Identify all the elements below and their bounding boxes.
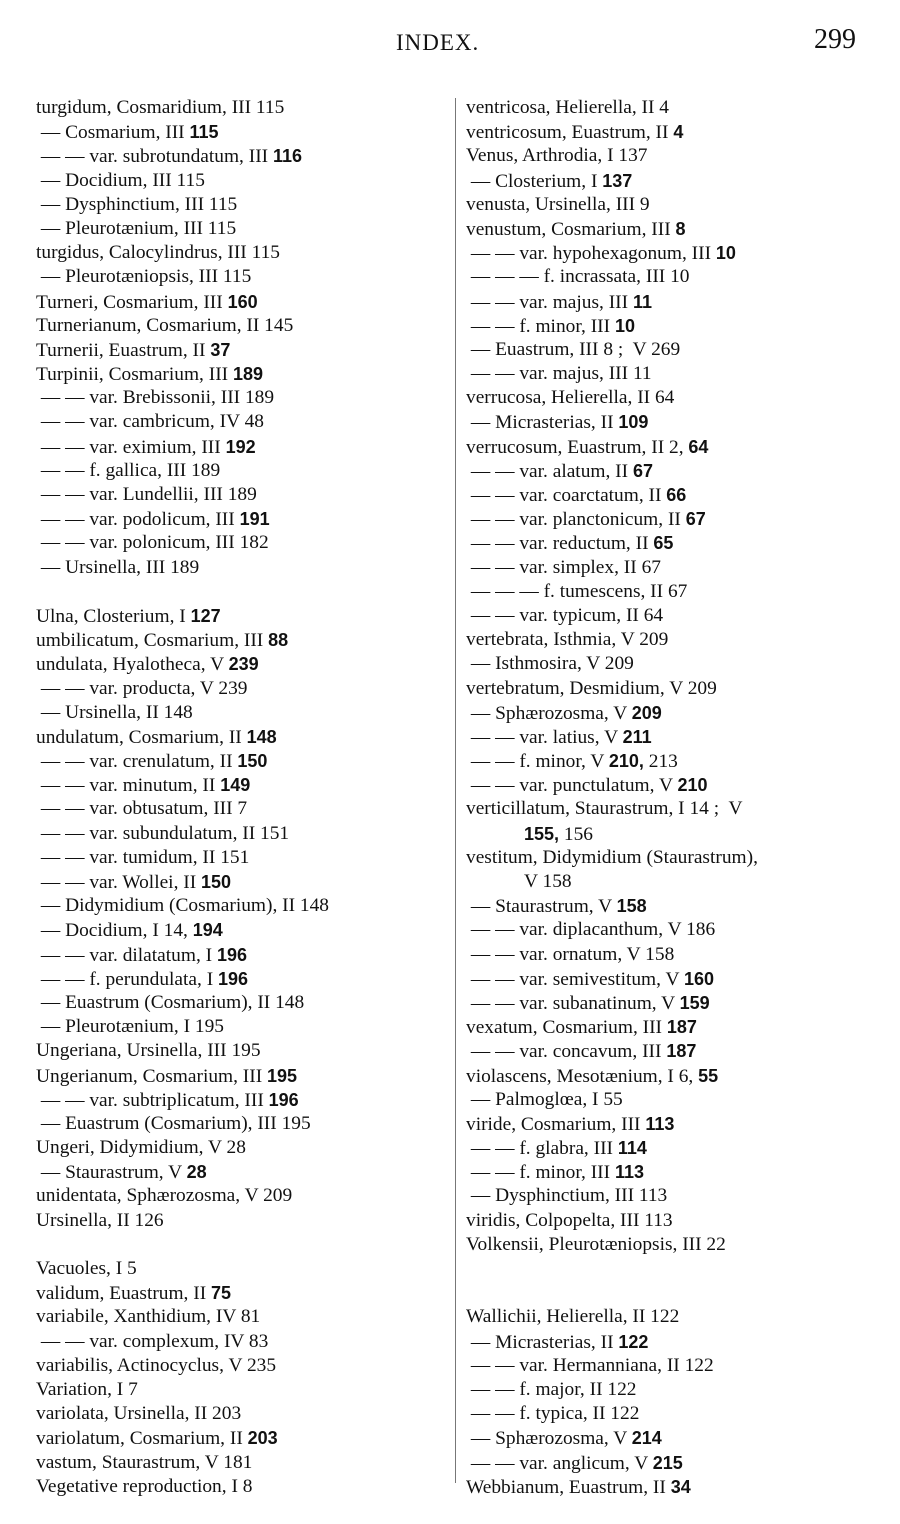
entry-text: unidentata, Sphærozosma, V 209 [36,1185,293,1207]
page-reference-bold: 194 [192,920,223,941]
entry-text: — — var. tumidum, II 151 [36,846,250,868]
entry-text: — — var. complexum, IV 83 [36,1330,269,1352]
page-reference-bold: 66 [666,485,687,505]
entry-text: — — var. Wollei, II [36,872,202,893]
page-reference-bold: 210 [677,775,708,796]
entry-text: — Ursinella, III 189 [36,556,200,578]
page-reference-bold: 8 [675,218,686,239]
index-entry [36,314,446,338]
entry-text: Vegetative reproduction, I 8 [36,1475,253,1497]
index-entry [36,870,446,894]
entry-text: — — var. simplex, II 67 [466,556,661,578]
index-entry [36,531,446,555]
page-reference-bold: 203 [247,1428,278,1449]
entry-text: — — f. major, II 122 [466,1378,637,1400]
page-reference-bold: 114 [617,1138,647,1159]
index-entry [36,991,446,1015]
entry-text: turgidum, Cosmaridium, III 115 [36,97,285,118]
page-reference-bold: 10 [614,315,635,336]
index-entry [466,507,886,531]
entry-text: — — var. planctonicum, II [466,509,686,531]
index-entry [466,1378,886,1402]
entry-text: undulatum, Cosmarium, II [36,726,247,748]
index-entry [466,1064,886,1088]
entry-text: turgidus, Calocylindrus, III 115 [36,242,280,264]
entry-text: — — var. podolicum, III [36,509,240,531]
page-reference-bold: 4 [673,122,684,143]
entry-text: — Isthmosira, V 209 [466,653,634,675]
index-entry [466,217,886,241]
index-entry [36,1160,446,1184]
index-entry [466,580,886,604]
page-reference-bold: 115 [189,122,219,143]
index-entry [36,846,446,870]
index-entry [36,628,446,652]
index-entry [36,386,446,410]
page-reference-bold: 113 [614,1162,644,1183]
index-entry [466,628,886,652]
entry-text: — Euastrum (Cosmarium), II 148 [36,991,305,1013]
index-entry [36,241,446,265]
index-entry [36,967,446,991]
entry-text: variabilis, Actinocyclus, V 235 [36,1354,277,1376]
entry-text: verrucosa, Helierella, II 64 [466,387,675,409]
index-entry [36,1451,446,1475]
index-entry [466,1112,886,1136]
entry-text: violascens, Mesotænium, I 6, [466,1065,699,1087]
index-entry [466,193,886,217]
page-reference-bold: 210, [608,751,644,772]
index-entry [36,1184,446,1208]
page-reference-bold: 196 [216,944,247,965]
index-entry [466,1184,886,1208]
page-reference-bold: 155, [524,823,560,844]
index-column-left [36,96,446,1499]
index-entry [36,943,446,967]
index-entry [36,1112,446,1136]
index-entry [36,822,446,846]
entry-text: — — f. glabra, III [466,1138,618,1160]
entry-text: — — var. punctulatum, V [466,775,678,797]
index-section-gap [466,1281,886,1305]
index-entry [466,1475,886,1499]
page-reference-bold: 122 [618,1331,649,1352]
entry-text: — — var. polonicum, III 182 [36,532,269,554]
page-reference-bold: 137 [602,170,633,191]
index-entry [36,1015,446,1039]
page-reference-bold: 195 [267,1065,298,1086]
entry-text: — — f. typica, II 122 [466,1403,640,1425]
page-reference-bold: 211 [622,726,652,747]
entry-text: vestitum, Didymidium (Staurastrum), [466,846,758,868]
page-reference-bold: 37 [210,339,231,360]
page-reference-bold: 196 [268,1089,299,1110]
index-entry [36,773,446,797]
entry-text: Ungeriana, Ursinella, III 195 [36,1040,261,1062]
entry-text: — — var. subundulatum, II 151 [36,822,290,844]
index-entry [36,217,446,241]
entry-text: — — var. minutum, II [36,775,221,797]
entry-text: Wallichii, Helierella, II 122 [466,1306,680,1328]
page-reference-bold: 239 [228,654,259,675]
index-entry [466,531,886,555]
index-entry [466,386,886,410]
index-entry [466,1209,886,1233]
index-entry [36,435,446,459]
index-entry [36,483,446,507]
index-entry [466,652,886,676]
entry-text: venustum, Cosmarium, III [466,218,676,240]
page-reference-bold: 113 [645,1113,675,1134]
entry-text: — — var. anglicum, V [466,1452,653,1474]
entry-text: — — var. coarctatum, II [466,485,667,506]
index-entry [466,1233,886,1257]
page-reference-bold: 88 [268,630,289,651]
index-entry [466,483,886,507]
entry-text: verrucosum, Euastrum, II 2, [466,436,689,458]
entry-text: — — var. producta, V 239 [36,677,248,699]
index-entry [36,144,446,168]
entry-text: vexatum, Cosmarium, III [466,1017,667,1039]
index-section-gap [466,1257,886,1281]
index-entry [466,241,886,265]
index-section-gap [36,1233,446,1257]
entry-text: — Docidium, III 115 [36,169,205,191]
index-entry [466,967,886,991]
entry-text: — — var. eximium, III [36,436,226,458]
entry-text: Turnerii, Euastrum, II [36,339,211,361]
entry-text: — Euastrum, III 8 ; V 269 [466,338,681,360]
entry-text: validum, Euastrum, II [36,1283,212,1305]
index-entry [36,894,446,918]
index-entry [36,918,446,942]
index-entry [466,362,886,386]
page-reference-bold: 64 [688,436,709,457]
entry-text: — — var. ornatum, V 158 [466,943,675,965]
entry-text: — — var. obtusatum, III 7 [36,798,248,820]
entry-text: — — var. hypohexagonum, III [466,243,716,265]
page-reference-bold: 149 [220,775,251,796]
entry-text: Venus, Arthrodia, I 137 [466,145,648,167]
index-entry [466,1305,886,1329]
entry-text: — Pleurotænium, III 115 [36,217,237,239]
index-entry [466,870,886,894]
index-entry [466,96,886,120]
entry-text: umbilicatum, Cosmarium, III [36,630,269,652]
index-entry [36,1088,446,1112]
index-entry [36,1305,446,1329]
index-entry [36,725,446,749]
page-reference-bold: 148 [246,726,277,747]
page-reference-bold: 160 [683,968,715,989]
index-entry [36,677,446,701]
entry-text: — Closterium, I [466,170,603,192]
entry-text: — Dysphinctium, III 113 [466,1185,668,1207]
entry-text: — — var. subanatinum, V [466,992,680,1014]
index-entry [466,290,886,314]
page-reference-bold: 150 [201,872,232,892]
entry-text: Variation, I 7 [36,1378,138,1400]
entry-text: venusta, Ursinella, III 9 [466,193,650,215]
index-entry [36,1209,446,1233]
index-entry [466,338,886,362]
page-reference-bold: 127 [190,605,221,626]
page-reference-bold: 34 [670,1476,691,1497]
entry-text: ventricosa, Helierella, II 4 [466,97,669,118]
entry-text: — Sphærozosma, V [466,1428,632,1450]
entry-text: variolatum, Cosmarium, II [36,1428,248,1450]
page-reference-bold: 209 [631,702,662,723]
entry-text: — Pleurotænium, I 195 [36,1016,224,1038]
index-entry [466,894,886,918]
index-entry [36,1475,446,1499]
entry-text: — — f. gallica, III 189 [36,459,221,481]
index-entry [466,265,886,289]
page-reference-bold: 65 [653,533,674,554]
index-entry [36,797,446,821]
index-entry [466,991,886,1015]
index-entry [466,556,886,580]
index-entry [36,410,446,434]
page-reference-bold: 214 [631,1428,662,1449]
page-reference-bold: 189 [232,364,264,385]
entry-text: — Dysphinctium, III 115 [36,193,238,215]
index-entry [36,1354,446,1378]
entry-text: — — var. Hermanniana, II 122 [466,1354,714,1376]
page-number: 299 [814,24,856,55]
page-reference-bold: 109 [618,412,649,433]
page-reference-bold: 192 [225,436,256,457]
entry-text: — — — f. incrassata, III 10 [466,266,690,288]
index-entry [466,1451,886,1475]
index-entry [36,459,446,483]
entry-text: — — var. subtriplicatum, III [36,1089,269,1111]
entry-text: — Cosmarium, III [36,122,190,144]
entry-text: Webbianum, Euastrum, II [466,1476,671,1498]
entry-text: — — f. minor, III [466,1162,615,1184]
index-entry [36,701,446,725]
index-entry [36,169,446,193]
entry-text: Ursinella, II 126 [36,1209,164,1231]
index-entry [36,96,446,120]
index-entry [466,1330,886,1354]
entry-text: — — var. alatum, II [466,460,633,482]
index-entry [466,1088,886,1112]
index-entry [466,1354,886,1378]
entry-text: — Euastrum (Cosmarium), III 195 [36,1112,311,1134]
page-reference-bold: 187 [666,1041,697,1062]
index-entry [36,749,446,773]
page-reference-bold: 187 [666,1017,697,1038]
index-entry [36,556,446,580]
entry-text: — — var. latius, V [466,726,623,748]
page-reference-bold: 196 [218,968,249,989]
index-entry [36,362,446,386]
running-header-title: INDEX. [396,30,480,55]
entry-text: — Staurastrum, V [36,1162,187,1184]
index-entry [466,1426,886,1450]
entry-text: Turneri, Cosmarium, III [36,291,228,313]
index-entry [36,338,446,362]
entry-text: Ungerianum, Cosmarium, III [36,1065,268,1087]
entry-text: — — var. typicum, II 64 [466,604,664,626]
index-entry [466,1136,886,1160]
entry-text: — Staurastrum, V [466,896,617,918]
index-entry [36,507,446,531]
page-reference-bold: 10 [715,243,736,264]
entry-text: — — var. Brebissonii, III 189 [36,387,275,409]
entry-text: Vacuoles, I 5 [36,1258,137,1279]
index-entry [466,1015,886,1039]
index-entry [36,193,446,217]
index-entry [466,1160,886,1184]
entry-text: — Sphærozosma, V [466,702,632,724]
page-reference-bold: 159 [679,992,710,1013]
index-entry [466,1039,886,1063]
entry-text: — — var. subrotundatum, III [36,146,273,168]
entry-text: 213 [643,751,678,773]
entry-text: — — f. perundulata, I [36,968,219,990]
entry-text: 156 [559,823,593,845]
index-entry [466,120,886,144]
index-entry [36,1039,446,1063]
page-reference-bold: 75 [211,1283,232,1304]
page-reference-bold: 55 [698,1065,719,1086]
page-reference-bold: 160 [227,291,258,312]
index-entry [466,918,886,942]
entry-text: variabile, Xanthidium, IV 81 [36,1306,261,1328]
index-entry [36,1330,446,1354]
index-column-right [466,96,886,1499]
entry-text: Turpinii, Cosmarium, III [36,364,233,386]
entry-text: vastum, Staurastrum, V 181 [36,1451,253,1473]
entry-text: viride, Cosmarium, III [466,1113,646,1135]
index-entry [466,773,886,797]
page-reference-bold: 116 [272,146,303,167]
index-entry [36,652,446,676]
index-section-gap [36,580,446,604]
page-reference-bold: 67 [685,509,706,530]
index-entry [466,144,886,168]
entry-text: — — var. concavum, III [466,1041,667,1063]
index-entry [36,1281,446,1305]
index-entry [466,169,886,193]
index-entry [466,677,886,701]
entry-text: — — var. cambricum, IV 48 [36,411,264,433]
page-reference-bold: 215 [652,1452,683,1473]
index-entry [466,1402,886,1426]
entry-text: — — f. minor, V [466,751,609,773]
entry-text: — Didymidium (Cosmarium), II 148 [36,895,329,917]
page-reference-bold: 191 [239,509,270,530]
page-reference-bold: 67 [632,460,653,481]
index-entry [36,1257,446,1281]
entry-text: — Micrasterias, II [466,412,619,434]
page-reference-bold: 158 [616,896,647,917]
index-entry [466,410,886,434]
index-entry [36,265,446,289]
index-entry [466,822,886,846]
index-entry [466,725,886,749]
entry-text: — Ursinella, II 148 [36,701,193,723]
entry-text: variolata, Ursinella, II 203 [36,1403,242,1425]
index-entry [466,314,886,338]
index-entry [36,1402,446,1426]
entry-text: — Palmoglœa, I 55 [466,1088,623,1110]
entry-text: Turnerianum, Cosmarium, II 145 [36,314,294,336]
entry-text: verticillatum, Staurastrum, I 14 ; V [466,798,743,820]
entry-text: — — f. minor, III [466,315,615,337]
index-entry [466,943,886,967]
entry-text: — Pleurotæniopsis, III 115 [36,266,252,288]
entry-text: — — — f. tumescens, II 67 [466,580,688,602]
entry-text: — — var. diplacanthum, V 186 [466,919,716,941]
entry-text: V 158 [524,871,572,892]
entry-text: vertebrata, Isthmia, V 209 [466,629,669,651]
entry-text: — — var. dilatatum, I [36,944,217,966]
entry-text: Volkensii, Pleurotæniopsis, III 22 [466,1233,726,1255]
page-reference-bold: 150 [237,751,268,772]
entry-text: — Docidium, I 14, [36,920,193,942]
index-entry [36,120,446,144]
index-entry [36,604,446,628]
index-entry [36,1136,446,1160]
index-entry [466,604,886,628]
index-entry [466,435,886,459]
index-entry [466,846,886,870]
index-entry [466,797,886,821]
index-entry [36,290,446,314]
index-entry [466,701,886,725]
entry-text: — — var. Lundellii, III 189 [36,484,257,505]
index-entry [36,1378,446,1402]
column-divider [455,98,456,1483]
entry-text: — — var. reductum, II [466,533,654,555]
entry-text: Ungeri, Didymidium, V 28 [36,1137,246,1159]
entry-text: vertebratum, Desmidium, V 209 [466,677,717,699]
entry-text: ventricosum, Euastrum, II [466,122,674,144]
entry-text: undulata, Hyalotheca, V [36,654,229,676]
entry-text: — — var. majus, III [466,291,633,313]
index-entry [36,1064,446,1088]
entry-text: — — var. semivestitum, V [466,968,684,990]
entry-text: Ulna, Closterium, I [36,605,191,627]
index-entry [466,749,886,773]
index-entry [466,459,886,483]
page-reference-bold: 28 [186,1162,207,1183]
entry-text: viridis, Colpopelta, III 113 [466,1209,673,1231]
entry-text: — Micrasterias, II [466,1331,619,1353]
index-entry [36,1426,446,1450]
entry-text: — — var. majus, III 11 [466,363,652,385]
entry-text: — — var. crenulatum, II [36,751,238,773]
page-reference-bold: 11 [632,291,652,312]
